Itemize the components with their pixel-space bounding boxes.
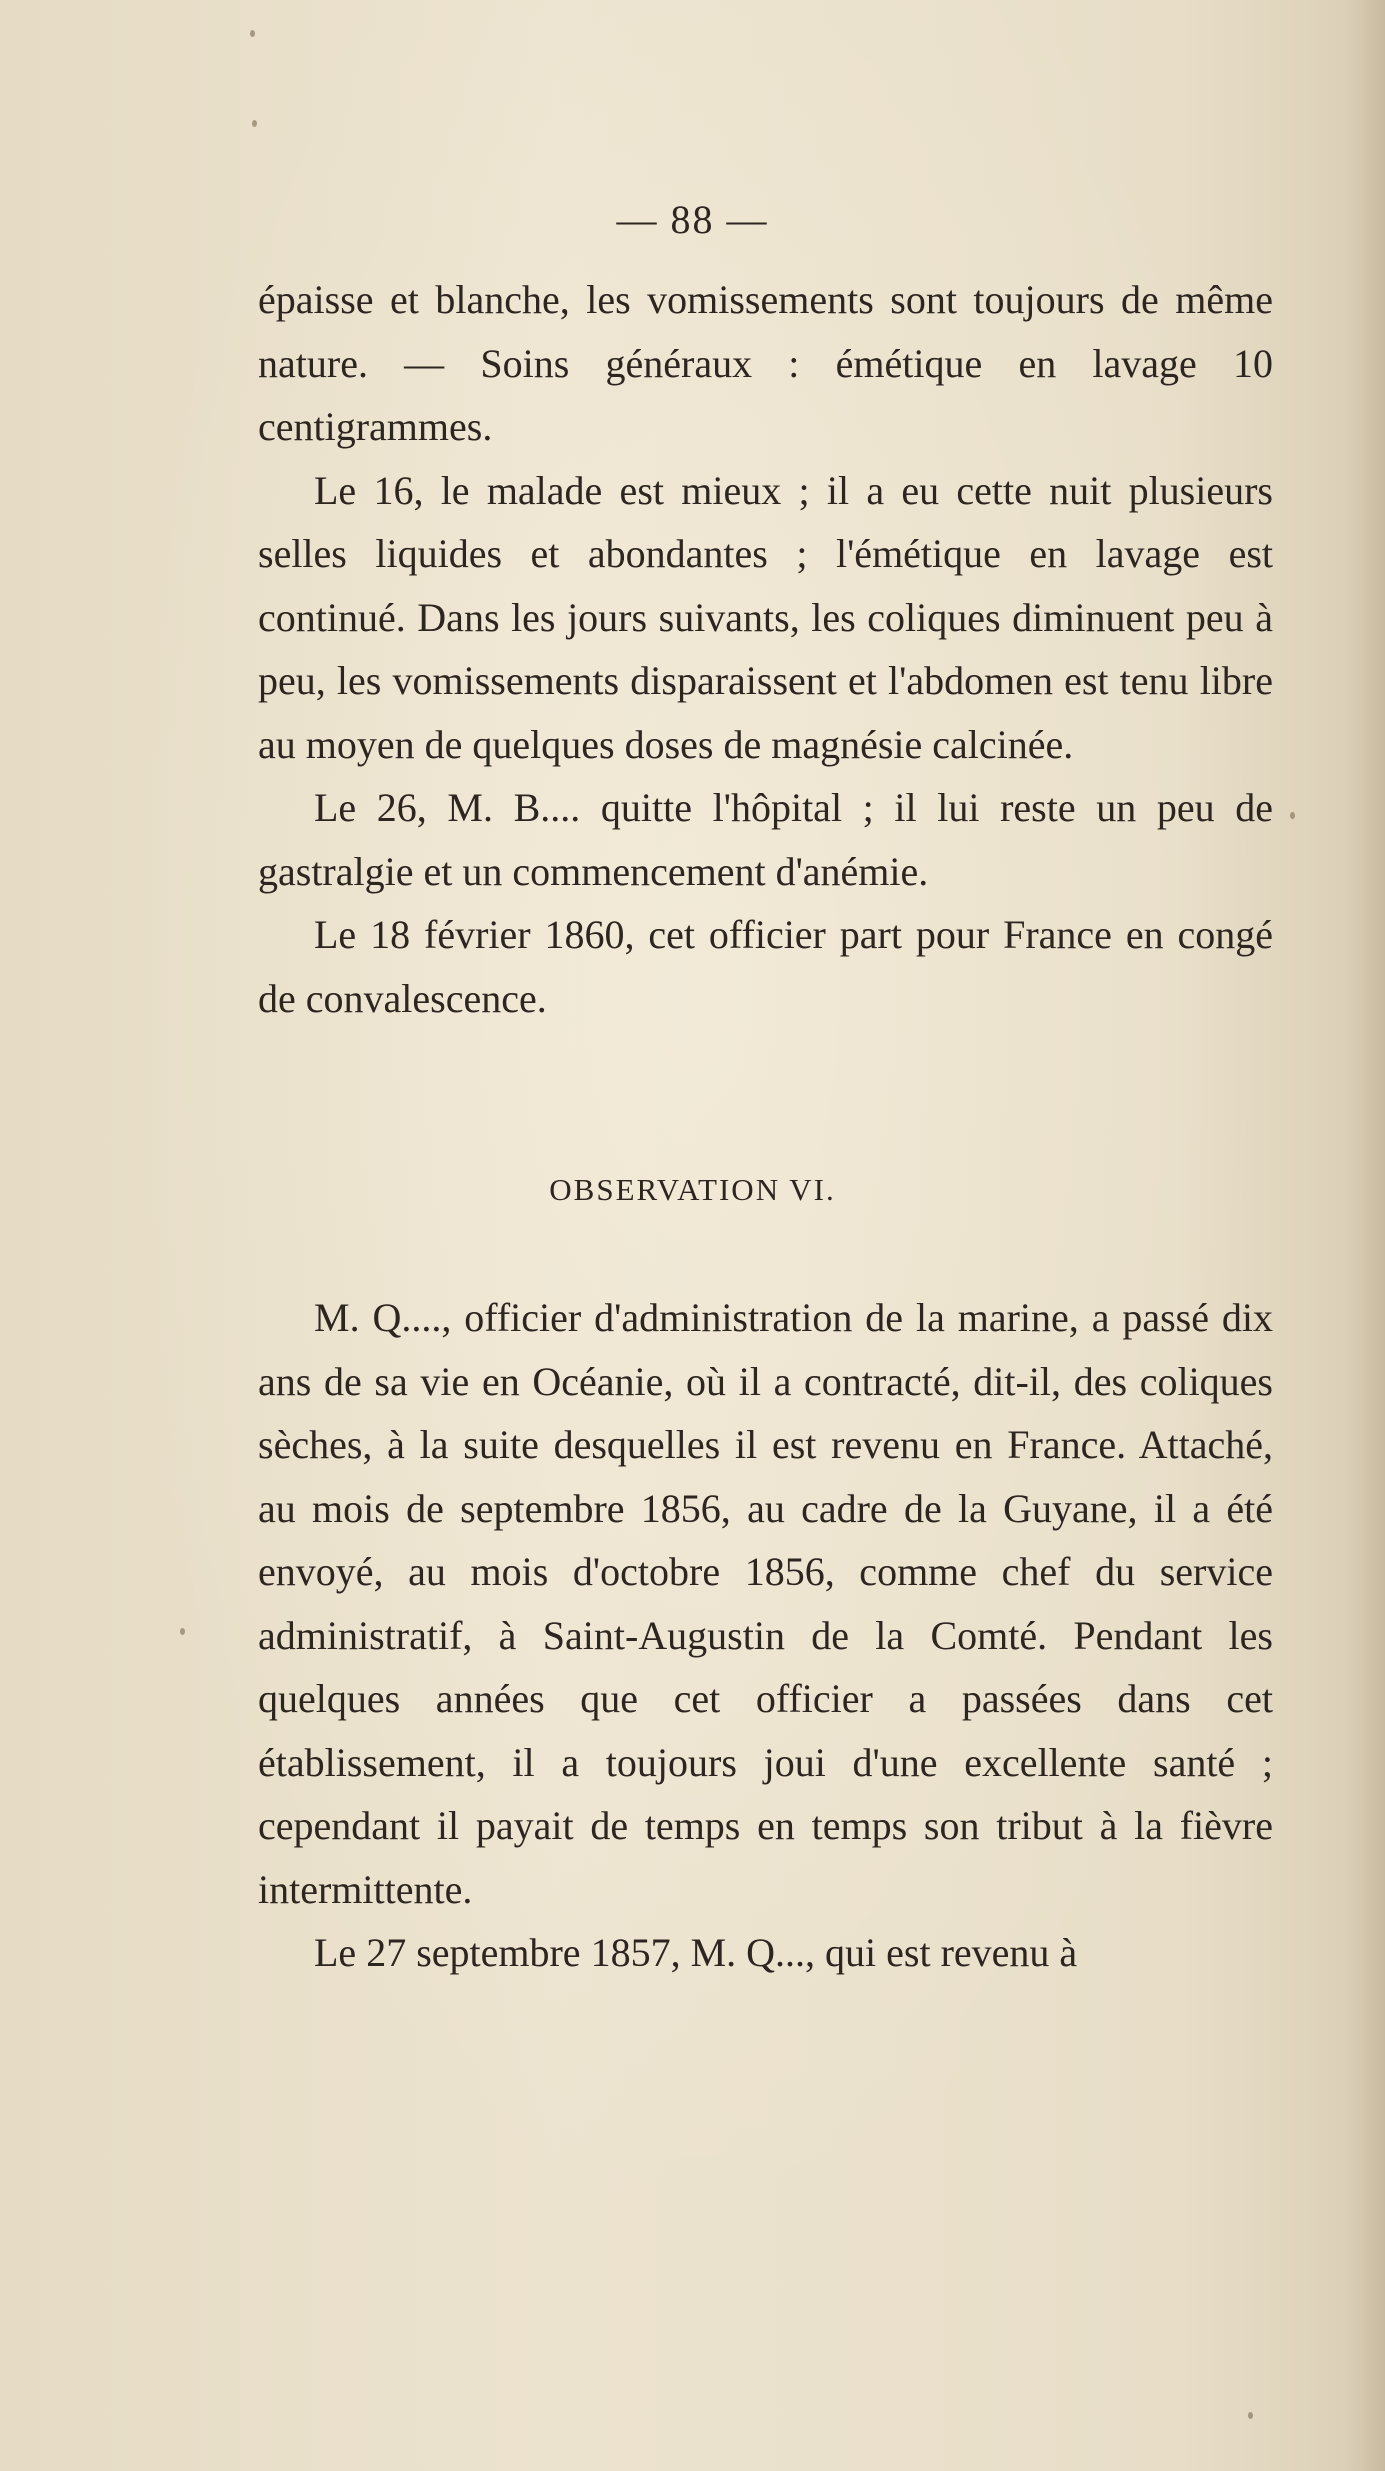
paragraph: Le 16, le malade est mieux ; il a eu cette nuit plusieurs selles liquides et abondantes ; l'émétique en lavage est continué. Dans les jours suivants, les coliques diminuent peu à peu, les vomissements disparaissent et l'abdomen est tenu libre au moyen de quelques doses de magnésie calcinée.: [258, 467, 1273, 767]
paragraph: M. Q...., officier d'administration de la marine, a passé dix ans de sa vie en Océanie, où il a contracté, dit-il, des coliques sèches, à la suite desquelles il est revenu en France. Attaché, au mois de septembre 1856, au cadre de la Guyane, il a été envoyé, au mois d'octobre 1856, comme chef du service administratif, à Saint-Augustin de la Comté. Pendant les quelques années que cet officier a passées dans cet établissement, il a toujours joui d'une excellente santé ; cependant il payait de temps en temps son tribut à la fièvre intermittente.: [258, 1295, 1273, 1912]
paragraph: épaisse et blanche, les vomissements sont toujours de même nature. — Soins généraux : émétique en lavage 10 centigrammes.: [258, 277, 1273, 449]
section-heading: OBSERVATION VI.: [549, 1172, 836, 1207]
paragraph: Le 18 février 1860, cet officier part pour France en congé de convalescence.: [258, 912, 1273, 1021]
paper-speck: [252, 120, 257, 127]
text-block-after-heading: [258, 1286, 1273, 1985]
paper-speck: [180, 1628, 185, 1635]
paper-speck: [1290, 812, 1295, 819]
page-edge-shadow: [1345, 0, 1385, 2471]
paper-speck: [1248, 2412, 1253, 2419]
text-block-before-heading: [258, 268, 1273, 1030]
paper-speck: [250, 30, 255, 37]
page-number: — 88 —: [616, 197, 769, 242]
paragraph: Le 26, M. B.... quitte l'hôpital ; il lui reste un peu de gastralgie et un commencement d'anémie.: [258, 785, 1273, 894]
paragraph: Le 27 septembre 1857, M. Q..., qui est revenu à: [314, 1930, 1078, 1975]
